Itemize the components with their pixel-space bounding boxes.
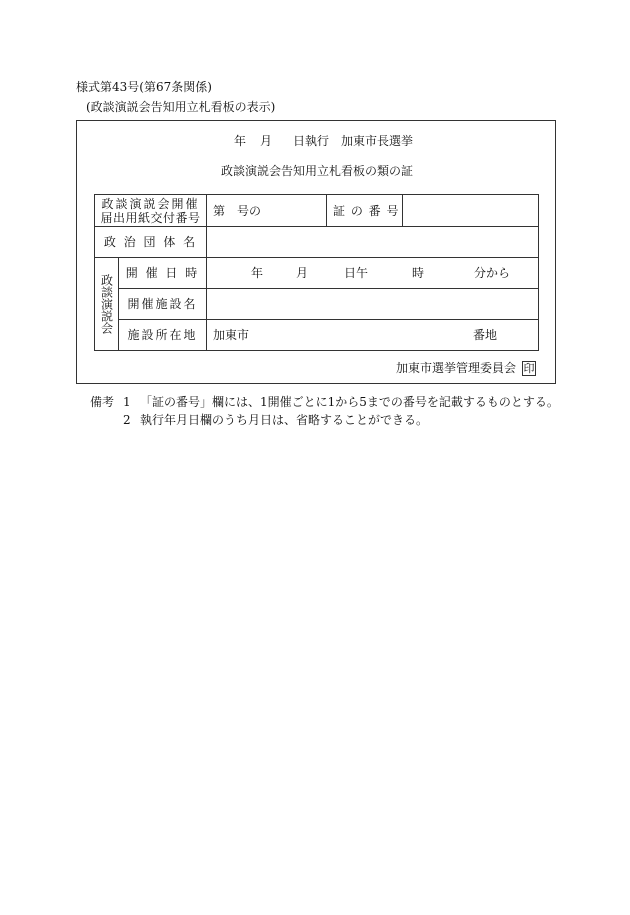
form-subtitle: (政談演説会告知用立札看板の表示) [86, 100, 276, 114]
address-city: 加東市 [213, 328, 250, 342]
election-name: 日執行 加東市長選挙 [293, 134, 414, 148]
political-group-row [95, 227, 539, 258]
date-month: 月 [260, 134, 273, 148]
certificate-title: 政談演説会告知用立札看板の類の証 [221, 164, 414, 178]
notification-number-label [95, 195, 207, 227]
issuer-block [396, 361, 536, 376]
datetime-label: 開 催 日 時 [119, 258, 207, 289]
dt-day-ampm: 日午 [344, 266, 369, 280]
number-prefix[interactable]: 第 号の [207, 195, 327, 227]
notes-label: 備考 [90, 395, 115, 409]
venue-field[interactable] [207, 289, 539, 320]
dt-hour: 時 [412, 266, 425, 280]
address-label: 施設所在地 [119, 320, 207, 351]
datetime-row [95, 258, 539, 289]
meeting-group-label: 政談演説会 [95, 258, 119, 351]
note-1-text: 「証の番号」欄には、1開催ごとに1から5までの番号を記載するものとする。 [140, 395, 559, 409]
issuer-name: 加東市選挙管理委員会 [396, 361, 517, 375]
note-1-number: 1 [123, 395, 131, 409]
note-2-number: 2 [123, 413, 131, 427]
notification-row [95, 195, 539, 227]
venue-row [95, 289, 539, 320]
political-group-label: 政 治 団 体 名 [95, 227, 207, 258]
dt-minute: 分から [474, 266, 511, 280]
address-suffix: 番地 [473, 328, 498, 342]
certificate-table [94, 194, 539, 351]
address-row [95, 320, 539, 351]
cert-number-field[interactable] [403, 195, 539, 227]
venue-label: 開催施設名 [119, 289, 207, 320]
address-field[interactable] [207, 320, 539, 351]
datetime-field[interactable] [207, 258, 539, 289]
note-2-text: 執行年月日欄のうち月日は、省略することができる。 [140, 413, 429, 427]
dt-year: 年 [251, 266, 264, 280]
notification-label-line2: 届出用紙交付番号 [100, 210, 201, 225]
political-group-field[interactable] [207, 227, 539, 258]
dt-month: 月 [296, 266, 309, 280]
notification-label-line1: 政談演説会開催 [101, 196, 200, 211]
seal-mark: 印 [523, 362, 535, 375]
form-number: 様式第43号(第67条関係) [76, 80, 212, 94]
date-year: 年 [234, 134, 247, 148]
cert-number-label: 証 の 番 号 [327, 195, 403, 227]
